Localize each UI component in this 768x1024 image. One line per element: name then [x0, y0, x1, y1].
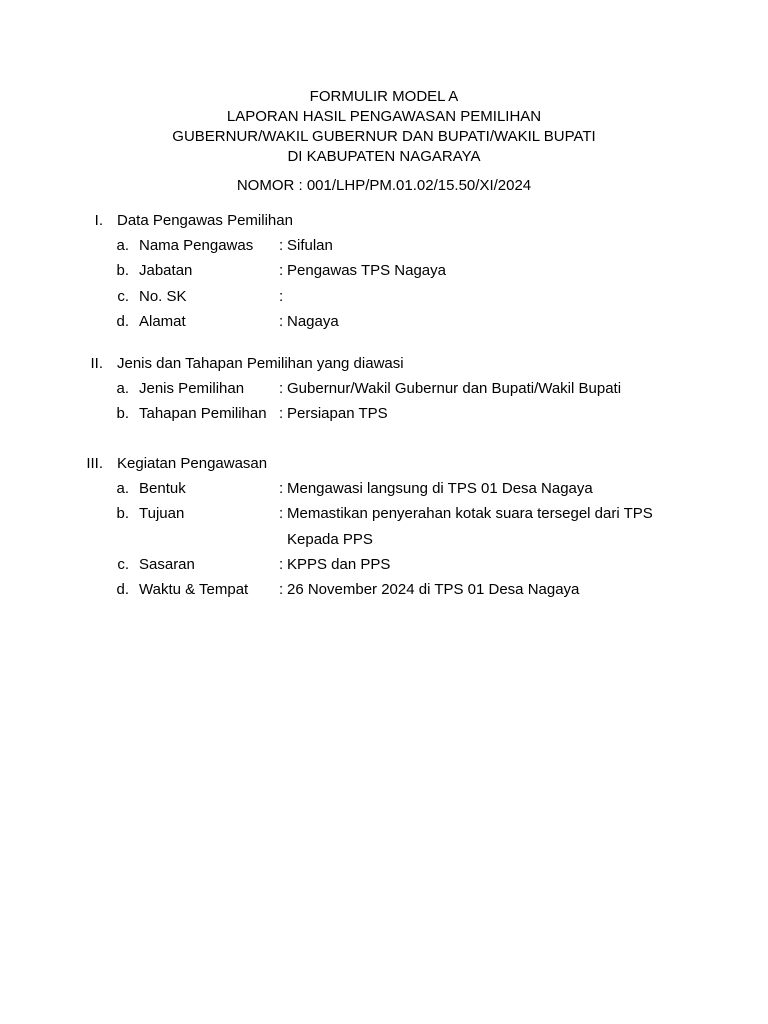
field-value: 26 November 2024 di TPS 01 Desa Nagaya: [287, 581, 580, 599]
section-election-type-stage: [0, 354, 768, 430]
field-colon: :: [279, 287, 284, 305]
field-colon: :: [279, 262, 284, 280]
field-colon: :: [279, 505, 284, 523]
section-supervisor-data: [0, 211, 768, 337]
header-election-type: GUBERNUR/WAKIL GUBERNUR DAN BUPATI/WAKIL BUPATI: [172, 128, 596, 145]
field-value: Persiapan TPS: [287, 405, 388, 423]
field-colon: :: [279, 312, 284, 330]
field-row-sasaran: [0, 555, 768, 580]
header-form-model: FORMULIR MODEL A: [309, 88, 459, 105]
field-value: Pengawas TPS Nagaya: [287, 262, 446, 280]
field-row-tujuan: [0, 504, 768, 529]
field-colon: :: [279, 555, 284, 573]
section-heading: [0, 211, 768, 236]
field-label: Alamat: [139, 312, 186, 330]
field-value: Memastikan penyerahan kotak suara tersegel dari TPS: [287, 505, 653, 523]
item-letter: a.: [116, 480, 129, 497]
field-value: KPPS dan PPS: [287, 555, 391, 573]
field-value: Sifulan: [287, 237, 333, 254]
item-letter: b.: [116, 405, 129, 423]
field-label: Waktu & Tempat: [139, 581, 249, 599]
field-colon: :: [279, 405, 284, 423]
field-label: Tujuan: [139, 505, 185, 523]
item-letter: b.: [116, 505, 129, 523]
field-label: Nama Pengawas: [139, 237, 254, 254]
field-value: Nagaya: [287, 312, 339, 330]
header-report-title: LAPORAN HASIL PENGAWASAN PEMILIHAN: [226, 108, 542, 125]
item-letter: d.: [116, 312, 129, 330]
field-row-jabatan: [0, 261, 768, 286]
item-letter: c.: [117, 555, 129, 573]
field-row-jenis-pemilihan: [0, 379, 768, 404]
item-letter: c.: [117, 287, 129, 305]
field-row-no-sk: [0, 287, 768, 312]
field-label: Jenis Pemilihan: [139, 380, 245, 397]
item-letter: a.: [116, 237, 129, 254]
section-title: Kegiatan Pengawasan: [117, 455, 268, 472]
field-label: Bentuk: [139, 480, 186, 497]
header-region: DI KABUPATEN NAGARAYA: [287, 148, 481, 165]
field-row-tujuan-continued: [0, 530, 768, 555]
field-value: Gubernur/Wakil Gubernur dan Bupati/Wakil Bupati: [287, 380, 622, 397]
section-heading: [0, 454, 768, 479]
section-heading: [0, 354, 768, 379]
document-header: [0, 87, 768, 167]
item-letter: a.: [116, 380, 129, 397]
field-row-alamat: [0, 312, 768, 337]
field-label: Tahapan Pemilihan: [139, 405, 267, 423]
item-letter: d.: [116, 581, 129, 599]
section-supervision-activity: [0, 454, 768, 605]
field-label: Jabatan: [139, 262, 193, 280]
section-numeral: II.: [90, 355, 103, 372]
field-colon: :: [279, 237, 284, 254]
document-number: NOMOR : 001/LHP/PM.01.02/15.50/XI/2024: [236, 177, 532, 194]
section-title: Data Pengawas Pemilihan: [117, 212, 293, 229]
field-value: Mengawasi langsung di TPS 01 Desa Nagaya: [287, 480, 593, 497]
field-row-bentuk: [0, 479, 768, 504]
section-title: Jenis dan Tahapan Pemilihan yang diawasi: [117, 355, 404, 372]
field-row-waktu-tempat: [0, 580, 768, 605]
field-label: No. SK: [139, 287, 187, 305]
field-label: Sasaran: [139, 555, 195, 573]
item-letter: b.: [116, 262, 129, 280]
section-numeral: III.: [86, 455, 103, 472]
field-value: Kepada PPS: [287, 530, 373, 548]
field-colon: :: [279, 581, 284, 599]
field-row-nama-pengawas: [0, 236, 768, 261]
section-numeral: I.: [94, 212, 103, 229]
field-row-tahapan-pemilihan: [0, 404, 768, 429]
field-colon: :: [279, 480, 284, 497]
field-colon: :: [279, 380, 284, 397]
